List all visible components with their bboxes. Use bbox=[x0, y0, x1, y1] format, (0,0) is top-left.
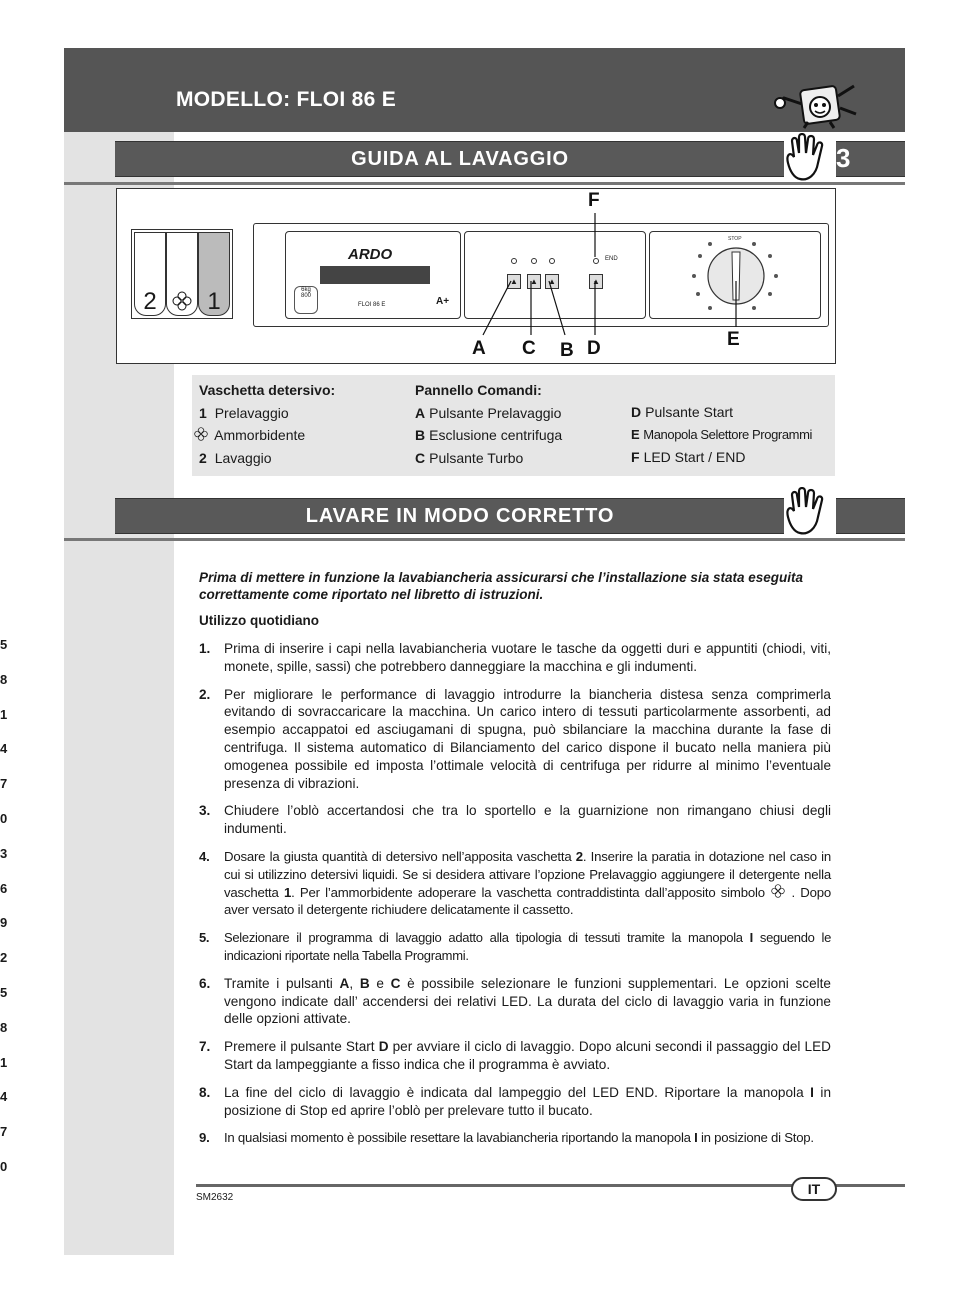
legend-row: F LED Start / END bbox=[631, 449, 746, 465]
washing-machine-mascot-icon bbox=[774, 78, 860, 130]
hand-icon-box bbox=[784, 487, 836, 538]
callout-f: F bbox=[588, 190, 600, 211]
list-item: 3. Chiudere l’oblò accertandosi che tra lo sportello e la guarnizione non rimangano chiusi degli indumenti. bbox=[199, 803, 831, 837]
legend-controls-2 bbox=[631, 401, 835, 469]
list-item: 9. In qualsiasi momento è possibile resettare la lavabiancheria riportando la manopola I in posizione di Stop. bbox=[199, 1130, 814, 1146]
callout-d: D bbox=[587, 338, 601, 359]
list-item: 5. Selezionare il programma di lavaggio adatto alla tipologia di tessuti tramite la manopola I seguendo le indicazioni riportate nella Tabella Programmi. bbox=[199, 930, 832, 963]
divider-line bbox=[64, 538, 905, 541]
flower-icon bbox=[770, 884, 786, 898]
compartment-1-label: 1 bbox=[207, 288, 221, 315]
compartment-2-label: 2 bbox=[143, 288, 157, 315]
legend-controls bbox=[415, 379, 625, 469]
energy-class: A+ bbox=[436, 296, 450, 307]
dial-stop-label: STOP bbox=[728, 236, 742, 242]
document-code: SM2632 bbox=[196, 1192, 234, 1203]
button-a[interactable]: ▲ bbox=[507, 274, 521, 289]
led-end-label: END bbox=[605, 256, 618, 262]
capacity-value: 6kg bbox=[301, 287, 311, 293]
list-item: 7. Premere il pulsante Start D per avviare il ciclo di lavaggio. Dopo alcuni secondi il passaggio del LED Start da lampeggiante a fisso indica che il programma è avviato. bbox=[199, 1039, 831, 1072]
callout-e: E bbox=[727, 329, 740, 350]
list-item: 1. Prima di inserire i capi nella lavabiancheria vuotare le tasche da oggetti duri e appuntiti (chiodi, viti, monete, spille, sassi) che potrebbero danneggiare la macchina e gli indumenti. bbox=[199, 641, 831, 674]
callout-c: C bbox=[522, 338, 536, 359]
legend-heading-detergent: Vaschetta detersivo: bbox=[199, 382, 336, 398]
panel-model-name: FLOI 86 E bbox=[358, 302, 386, 308]
brand-logo: ARDO bbox=[348, 246, 393, 263]
legend-row: B Esclusione centrifuga bbox=[415, 427, 563, 443]
button-c[interactable]: ▲ bbox=[527, 274, 541, 289]
intro-note: Prima di mettere in funzione la lavabiancheria assicurarsi che l’installazione sia stata eseguita correttamente come riportato nel libretto di istruzioni. bbox=[199, 570, 803, 602]
legend-detergent bbox=[199, 379, 399, 469]
control-panel-illustration bbox=[116, 188, 836, 364]
hand-icon-box bbox=[784, 133, 836, 184]
button-d[interactable]: ▲ bbox=[589, 274, 603, 289]
list-item: 6. Tramite i pulsanti A, B e C è possibile selezionare le funzioni supplementari. Le opzioni scelte vengono indicate dall’ accendersi dei relativi LED. La durata del ciclo di lavaggio varia in funzione delle opzioni attivate. bbox=[199, 975, 831, 1027]
legend-box bbox=[192, 375, 835, 476]
legend-row: 1 Prelavaggio bbox=[199, 404, 289, 421]
legend-row: 2 Lavaggio bbox=[199, 449, 272, 466]
legend-row: A Pulsante Prelavaggio bbox=[415, 404, 562, 421]
capacity-sub: 800 bbox=[300, 293, 311, 299]
section-title: GUIDA AL LAVAGGIO bbox=[351, 148, 569, 170]
language-badge: IT bbox=[791, 1177, 837, 1201]
legend-row: Ammorbidente bbox=[199, 424, 399, 447]
callout-b: B bbox=[560, 340, 574, 361]
divider-line bbox=[64, 182, 905, 185]
flower-icon bbox=[191, 427, 211, 441]
model-title: MODELLO: FLOI 86 E bbox=[176, 88, 397, 111]
list-item: 8. La fine del ciclo di lavaggio è indicata dal lampeggio del LED END. Riportare la manopola I in posizione di Stop ed aprire l’oblò per prelevare tutto il bucato. bbox=[199, 1084, 832, 1118]
subtitle: Utilizzo quotidiano bbox=[199, 613, 319, 628]
list-item: 4. Dosare la giusta quantità di detersivo nell’apposita vaschetta 2. Inserire la paratia in dotazione nel caso in cui si utilizzino detersivi liquidi. Se si desidera attivare l’opzione Prelavaggio aggiungere il detergente nella vaschetta 1. Per l’ammorbidente adoperare la vaschetta contraddistinta dall’apposito simbolo . Dopo aver versato il detergente richiudere delicatamente il cassetto. bbox=[199, 848, 831, 918]
callout-a: A bbox=[472, 338, 486, 359]
legend-heading-controls: Pannello Comandi: bbox=[415, 382, 542, 398]
legend-row: D Pulsante Start bbox=[631, 404, 734, 420]
legend-row: C Pulsante Turbo bbox=[415, 449, 524, 466]
margin-numbers: 5 8 1 4 7 0 3 6 9 2 5 8 1 4 7 0 bbox=[0, 637, 8, 1174]
hand-icon bbox=[784, 487, 836, 538]
legend-row: E Manopola Selettore Programmi bbox=[631, 426, 812, 442]
steps-list bbox=[199, 640, 831, 1157]
hand-icon bbox=[784, 133, 836, 184]
page-number: 3 bbox=[836, 143, 851, 173]
section-title: LAVARE IN MODO CORRETTO bbox=[305, 505, 615, 527]
button-b[interactable]: ▲ bbox=[545, 274, 559, 289]
list-item: 2. Per migliorare le performance di lavaggio introdurre la biancheria distesa senza comprimerla evitando di sovraccaricare la macchina. Un carico intero di tessuti particolarmente assorbenti, ad esempio accappatoi ed asciugamani di spugna, può sbilanciare la macchina durante la fase di centrifuga. Il sistema automatico di Bilanciamento del carico dispone il bucato nella maniera più omogenea possibile ed imposta l’ottimale velocità di centrifuga per ridurre al minimo l’eventuale presenza di vibrazioni. bbox=[199, 686, 831, 791]
